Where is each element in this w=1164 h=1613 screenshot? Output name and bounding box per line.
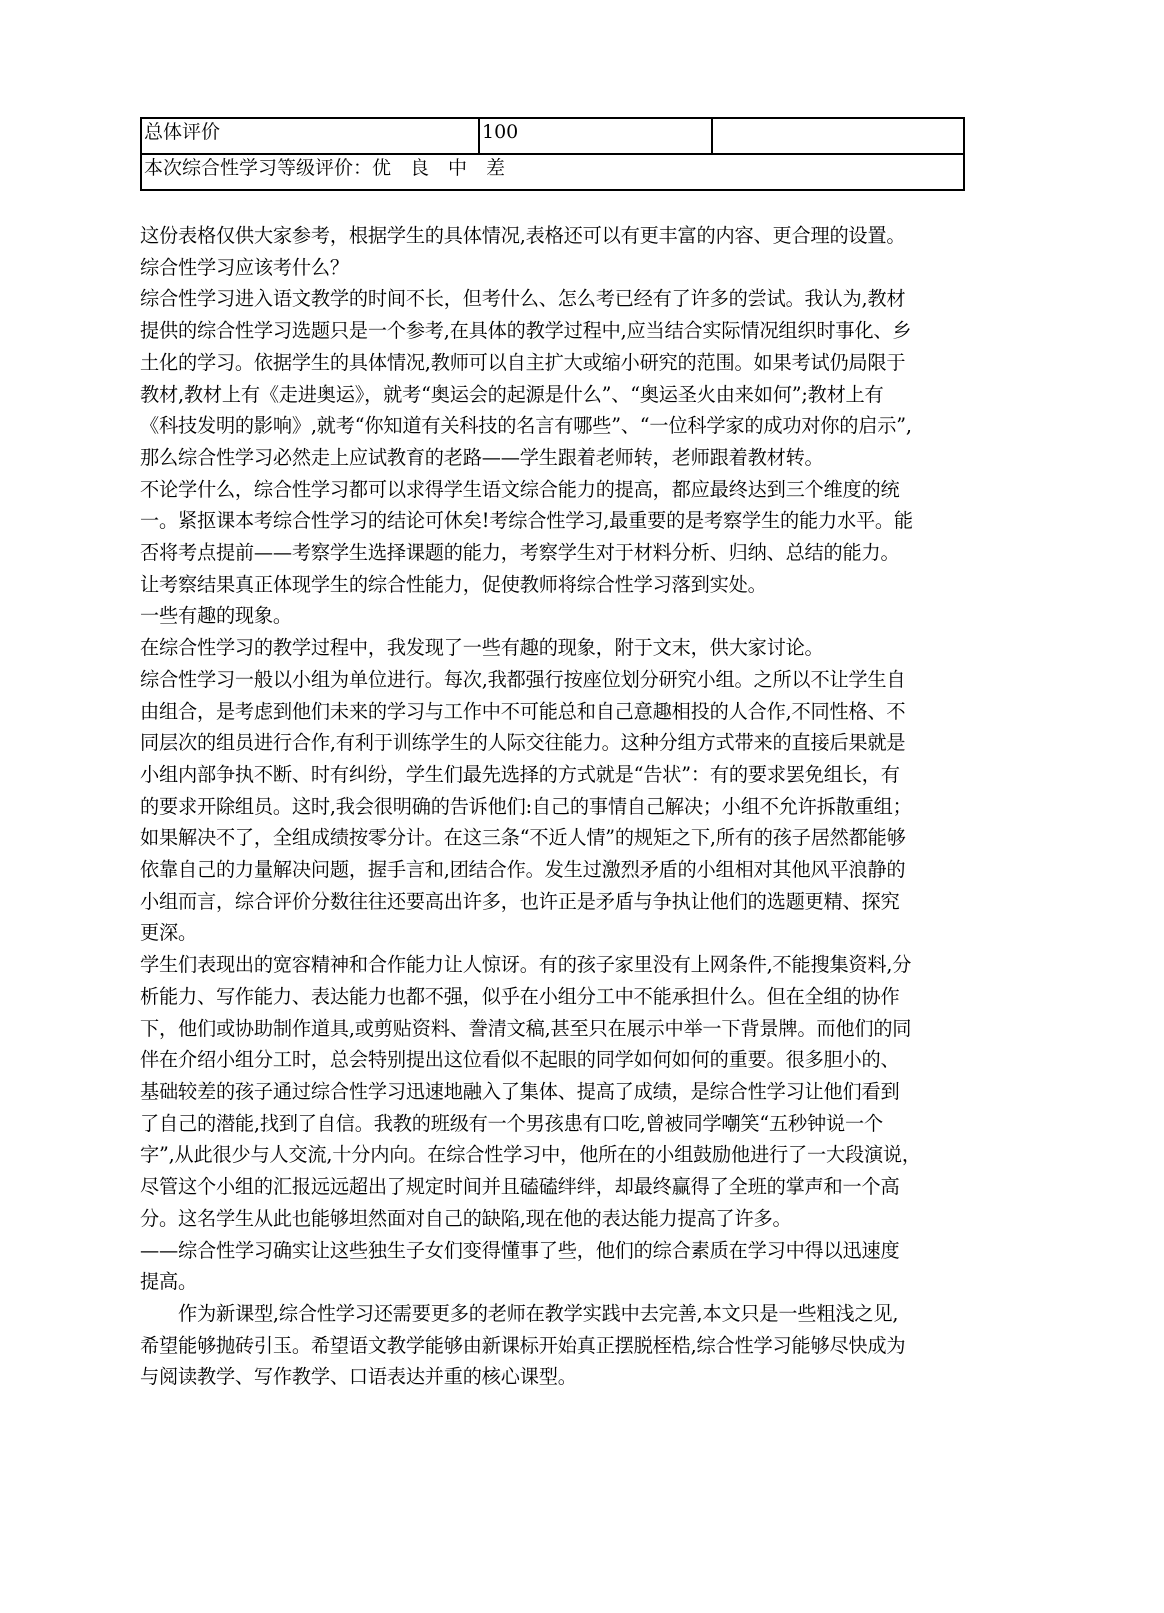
- text-line: 字”,从此很少与人交流,十分内向。在综合性学习中，他所在的小组鼓励他进行了一大段演说，: [140, 1143, 921, 1167]
- text-line: 如果解决不了，全组成绩按零分计。在这三条“不近人情”的规矩之下,所有的孩子居然都能够: [140, 826, 906, 850]
- table-row: [141, 154, 964, 190]
- text-line: 作为新课型,综合性学习还需要更多的老师在教学实践中去完善,本文只是一些粗浅之见,: [178, 1301, 899, 1325]
- text-line: 与阅读教学、写作教学、口语表达并重的核心课型。: [140, 1365, 577, 1389]
- text-line: 尽管这个小组的汇报远远超出了规定时间并且磕磕绊绊，却最终赢得了全班的掌声和一个高: [140, 1175, 900, 1199]
- text-line: 基础较差的孩子通过综合性学习迅速地融入了集体、提高了成绩，是综合性学习让他们看到: [140, 1079, 900, 1103]
- text-line: 让考察结果真正体现学生的综合性能力，促使教师将综合性学习落到实处。: [140, 572, 767, 596]
- text-line: 综合性学习进入语文教学的时间不长，但考什么、怎么考已经有了许多的尝试。我认为,教材: [140, 287, 906, 311]
- text-line: 土化的学习。依据学生的具体情况,教师可以自主扩大或缩小研究的范围。如果考试仍局限于: [140, 350, 906, 374]
- section-heading: 一些有趣的现象。: [140, 604, 292, 628]
- text-line: 下，他们或协助制作道具,或剪贴资料、誊清文稿,甚至只在展示中举一下背景牌。而他们的同: [140, 1016, 912, 1040]
- text-line: 小组而言，综合评价分数往往还要高出许多，也许正是矛盾与争执让他们的选题更精、探究: [140, 889, 900, 913]
- text-line: 一。紧抠课本考综合性学习的结论可休矣!考综合性学习,最重要的是考察学生的能力水平。能: [140, 509, 913, 533]
- table-cell-empty: [712, 118, 964, 154]
- text-line: 小组内部争执不断、时有纠纷，学生们最先选择的方式就是“告状”：有的要求罢免组长，有: [140, 762, 900, 786]
- article-body: [140, 220, 970, 1393]
- text-line: 否将考点提前——考察学生选择课题的能力，考察学生对于材料分析、归纳、总结的能力。: [140, 541, 900, 565]
- text-line: 由组合，是考虑到他们未来的学习与工作中不可能总和自己意趣相投的人合作,不同性格、不: [140, 699, 906, 723]
- section-heading: 综合性学习应该考什么？: [140, 255, 349, 279]
- text-line: 教材,教材上有《走进奥运》，就考“奥运会的起源是什么”、“奥运圣火由来如何”;教材上有: [140, 382, 884, 406]
- text-line: 不论学什么，综合性学习都可以求得学生语文综合能力的提高，都应最终达到三个维度的统: [140, 477, 900, 501]
- text-line: 希望能够抛砖引玉。希望语文教学能够由新课标开始真正摆脱桎梏,综合性学习能够尽快成为: [140, 1333, 906, 1357]
- text-line: 伴在介绍小组分工时，总会特别提出这位看似不起眼的同学如何如何的重要。很多胆小的、: [140, 1048, 900, 1072]
- text-line: 析能力、写作能力、表达能力也都不强，似乎在小组分工中不能承担什么。但在全组的协作: [140, 984, 900, 1008]
- text-line: 综合性学习一般以小组为单位进行。每次,我都强行按座位划分研究小组。之所以不让学生自: [140, 667, 906, 691]
- text-line: 学生们表现出的宽容精神和合作能力让人惊讶。有的孩子家里没有上网条件,不能搜集资料,分: [140, 953, 912, 977]
- table-cell-grade-rating: 本次综合性学习等级评价：优 良 中 差: [141, 154, 964, 190]
- text-line: 提高。: [140, 1270, 197, 1294]
- text-line: 更深。: [140, 921, 197, 945]
- table-cell-score: 100: [479, 118, 712, 154]
- table-cell-overall-label: 总体评价: [141, 118, 479, 154]
- text-line: 的要求开除组员。这时,我会很明确的告诉他们:自己的事情自己解决；小组不允许拆散重组；: [140, 794, 912, 818]
- text-line: ——综合性学习确实让这些独生子女们变得懂事了些，他们的综合素质在学习中得以迅速度: [140, 1238, 900, 1262]
- text-line: 那么综合性学习必然走上应试教育的老路——学生跟着老师转，老师跟着教材转。: [140, 445, 824, 469]
- text-line: 依靠自己的力量解决问题，握手言和,团结合作。发生过激烈矛盾的小组相对其他风平浪静的: [140, 858, 906, 882]
- evaluation-table: [140, 117, 965, 191]
- text-line: 分。这名学生从此也能够坦然面对自己的缺陷,现在他的表达能力提高了许多。: [140, 1206, 792, 1230]
- text-line: 这份表格仅供大家参考，根据学生的具体情况,表格还可以有更丰富的内容、更合理的设置。: [140, 224, 906, 247]
- text-line: 了自己的潜能,找到了自信。我教的班级有一个男孩患有口吃,曾被同学嘲笑“五秒钟说一个: [140, 1111, 883, 1135]
- text-line: 在综合性学习的教学过程中，我发现了一些有趣的现象，附于文末，供大家讨论。: [140, 636, 824, 660]
- table-row: [141, 118, 964, 154]
- text-line: 同层次的组员进行合作,有利于训练学生的人际交往能力。这种分组方式带来的直接后果就是: [140, 731, 906, 755]
- text-line: 《科技发明的影响》,就考“你知道有关科技的名言有哪些”、“一位科学家的成功对你的启示”,: [140, 414, 912, 438]
- text-line: 提供的综合性学习选题只是一个参考,在具体的教学过程中,应当结合实际情况组织时事化、乡: [140, 319, 912, 343]
